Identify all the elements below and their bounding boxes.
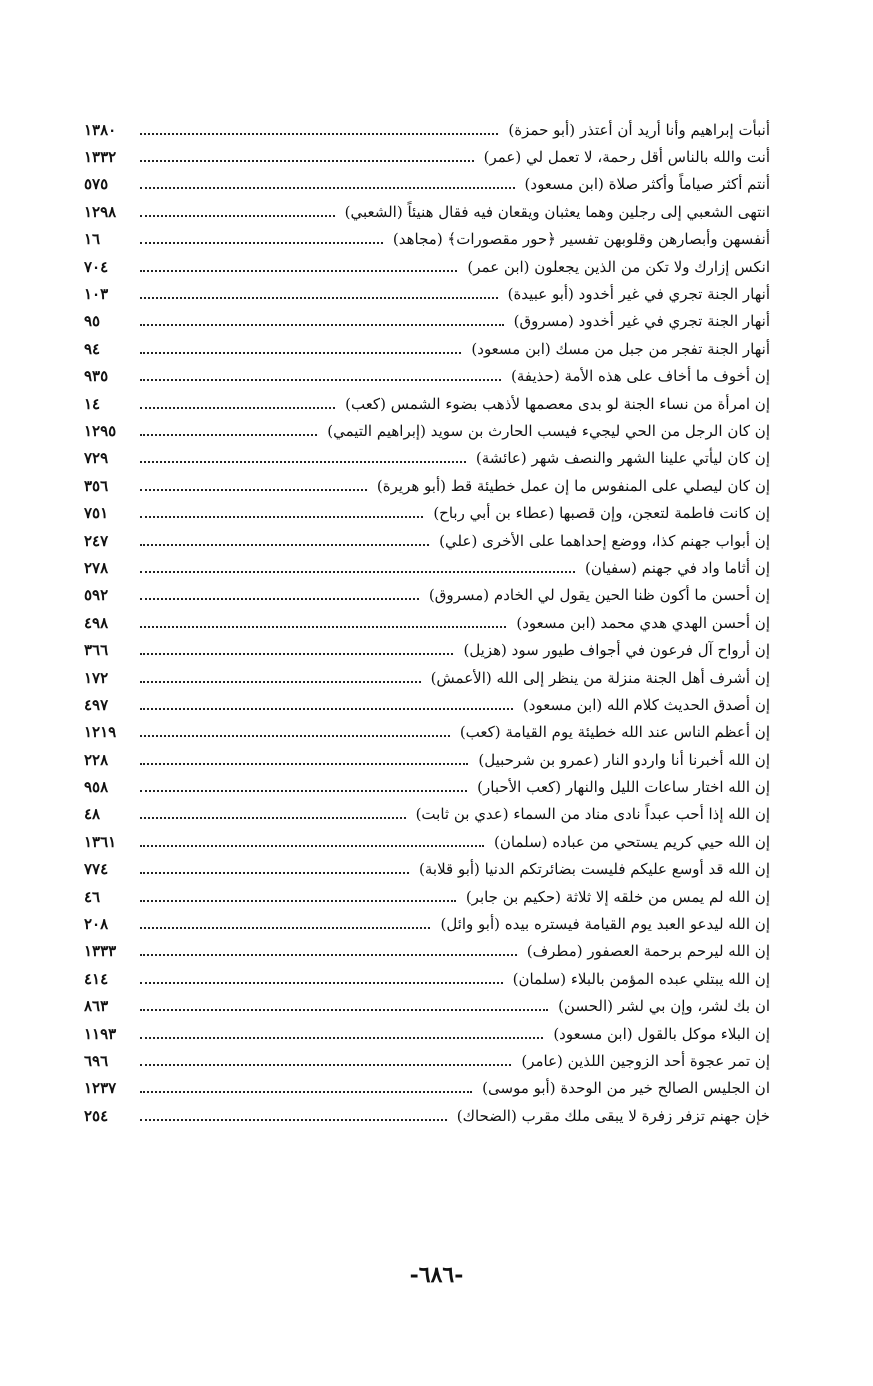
entry-text: إن أحسن الهدي هدي محمد (ابن مسعود)	[516, 613, 770, 632]
entry-text: إن أرواح آل فرعون في أجواف طيور سود (هزيل)	[463, 641, 770, 660]
entry-page-number: ١٠٣	[84, 285, 109, 304]
index-entry	[84, 335, 770, 362]
index-entry	[84, 1020, 770, 1047]
entry-text: إن كان ليصلي على المنفوس ما إن عمل خطيئة قط (أبو هريرة)	[376, 476, 770, 495]
entry-page-number: ١٣٨٠	[84, 120, 117, 139]
entry-page-number: ٨٦٣	[84, 997, 109, 1016]
index-entry	[84, 993, 770, 1020]
index-entry	[84, 636, 770, 663]
entry-page-number: ٤١٤	[84, 969, 109, 988]
entry-text: إن كانت فاطمة لتعجن، وإن قصبها (عطاء بن أبي رباح)	[433, 504, 770, 523]
dot-leader	[140, 544, 429, 546]
index-entry	[84, 280, 770, 307]
entry-page-number: ١٦	[84, 230, 101, 249]
dot-leader	[140, 489, 367, 491]
index-entry	[84, 609, 770, 636]
entry-page-number: ٢٤٧	[84, 531, 109, 550]
entry-page-number: ٧٢٩	[84, 449, 109, 468]
entry-page-number: ٧٠٤	[84, 257, 109, 276]
entry-text: أنتم أكثر صياماً وأكثر صلاة (ابن مسعود)	[524, 175, 770, 194]
entry-text: انتهى الشعبي إلى رجلين وهما يعثبان ويقعان فيه فقال هنيئاً (الشعبي)	[344, 202, 770, 221]
entry-text: ان بك لشر، وإن بي لشر (الحسن)	[558, 997, 770, 1016]
entry-page-number: ١٤	[84, 394, 101, 413]
entry-text: إن الله ليرحم برحمة العصفور (مطرف)	[526, 942, 770, 961]
index-entry	[84, 883, 770, 910]
entry-page-number: ٢٥٤	[84, 1106, 109, 1125]
index-entry	[84, 253, 770, 280]
dot-leader	[140, 434, 317, 436]
dot-leader	[140, 407, 335, 409]
entry-text: أنفسهن وأبصارهن وقلوبهن تفسير ﴿حور مقصورات﴾ (مجاهد)	[392, 230, 770, 249]
index-entry	[84, 445, 770, 472]
entry-page-number: ٢٠٨	[84, 915, 109, 934]
dot-leader	[140, 708, 513, 710]
page-number: -٦٨٦-	[409, 1262, 464, 1288]
dot-leader	[140, 571, 575, 573]
entry-page-number: ٩٤	[84, 339, 101, 358]
index-entry	[84, 938, 770, 965]
dot-leader	[140, 1037, 543, 1039]
entry-page-number: ٤٩٧	[84, 695, 109, 714]
dot-leader	[140, 872, 409, 874]
entry-page-number: ١٧٢	[84, 668, 109, 687]
dot-leader	[140, 1091, 472, 1093]
dot-leader	[140, 598, 419, 600]
entry-page-number: ١٢٩٥	[84, 421, 117, 440]
entry-text: إن أخوف ما أخاف على هذه الأمة (حذيفة)	[511, 367, 770, 386]
index-entry	[84, 691, 770, 718]
entry-text: إن الله حيي كريم يستحي من عباده (سلمان)	[494, 832, 770, 851]
entry-text: إن امرأة من نساء الجنة لو بدى معصمها لأذهب بضوء الشمس (كعب)	[345, 394, 770, 413]
entry-page-number: ١٣٣٢	[84, 148, 117, 167]
entry-page-number: ٤٩٨	[84, 613, 109, 632]
entry-page-number: ١٢٩٨	[84, 202, 117, 221]
index-list	[84, 116, 770, 1129]
index-entry	[84, 965, 770, 992]
index-entry	[84, 527, 770, 554]
index-entry	[84, 116, 770, 143]
entry-text: إن الله اختار ساعات الليل والنهار (كعب الأحبار)	[477, 778, 770, 797]
dot-leader	[140, 1064, 511, 1066]
index-entry	[84, 226, 770, 253]
index-entry	[84, 1102, 770, 1129]
entry-text: إن الله إذا أحب عبداً نادى مناد من السماء (عدي بن ثابت)	[415, 805, 770, 824]
dot-leader	[140, 790, 467, 792]
entry-page-number: ٩٣٥	[84, 367, 109, 386]
dot-leader	[140, 681, 421, 683]
dot-leader	[140, 461, 466, 463]
dot-leader	[140, 1009, 548, 1011]
entry-page-number: ٤٨	[84, 805, 101, 824]
dot-leader	[140, 954, 517, 956]
entry-text: إن أصدق الحديث كلام الله (ابن مسعود)	[522, 695, 770, 714]
index-entry	[84, 1047, 770, 1074]
dot-leader	[140, 242, 383, 244]
dot-leader	[140, 133, 498, 135]
entry-page-number: ١٣٣٣	[84, 942, 117, 961]
dot-leader	[140, 927, 430, 929]
dot-leader	[140, 1119, 447, 1121]
entry-page-number: ١١٩٣	[84, 1024, 117, 1043]
dot-leader	[140, 379, 501, 381]
entry-page-number: ٧٥١	[84, 504, 109, 523]
index-entry	[84, 828, 770, 855]
entry-text: إن أشرف أهل الجنة منزلة من ينظر إلى الله (الأعمش)	[430, 668, 770, 687]
index-entry	[84, 499, 770, 526]
dot-leader	[140, 270, 457, 272]
entry-text: إن أعظم الناس عند الله خطيئة يوم القيامة (كعب)	[459, 723, 770, 742]
dot-leader	[140, 900, 456, 902]
index-entry	[84, 1075, 770, 1102]
dot-leader	[140, 626, 506, 628]
index-entry	[84, 582, 770, 609]
entry-text: أنت والله بالناس أقل رحمة، لا تعمل لي (عمر)	[483, 148, 770, 167]
dot-leader	[140, 516, 423, 518]
entry-text: انكس إزارك ولا تكن من الذين يجعلون (ابن عمر)	[467, 257, 770, 276]
entry-text: إن كان ليأتي علينا الشهر والنصف شهر (عائشة)	[475, 449, 770, 468]
entry-text: أنهار الجنة تجري في غير أخدود (أبو عبيدة)	[507, 285, 770, 304]
dot-leader	[140, 324, 504, 326]
entry-text: إن الله ليدعو العبد يوم القيامة فيستره بيده (أبو وائل)	[440, 915, 770, 934]
index-entry	[84, 198, 770, 225]
entry-text: ان الجليس الصالح خير من الوحدة (أبو موسى)	[482, 1079, 770, 1098]
entry-text: إن أثاما واد في جهنم (سفيان)	[585, 558, 770, 577]
entry-page-number: ١٢٣٧	[84, 1079, 117, 1098]
entry-text: خإن جهنم تزفر زفرة لا يبقى ملك مقرب (الضحاك)	[456, 1106, 770, 1125]
dot-leader	[140, 735, 450, 737]
entry-page-number: ٦٩٦	[84, 1051, 109, 1070]
index-entry	[84, 773, 770, 800]
index-entry	[84, 554, 770, 581]
index-entry	[84, 171, 770, 198]
dot-leader	[140, 215, 335, 217]
entry-text: إن أحسن ما أكون ظنا الحين يقول لي الخادم (مسروق)	[428, 586, 770, 605]
dot-leader	[140, 187, 515, 189]
dot-leader	[140, 160, 474, 162]
entry-text: أنبأت إبراهيم وأنا أريد أن أعتذر (أبو حمزة)	[508, 120, 770, 139]
index-entry	[84, 719, 770, 746]
entry-text: إن كان الرجل من الحي ليجيء فيسب الحارث بن سويد (إبراهيم التيمي)	[327, 421, 770, 440]
dot-leader	[140, 653, 453, 655]
dot-leader	[140, 763, 468, 765]
dot-leader	[140, 352, 461, 354]
entry-page-number: ٢٢٨	[84, 750, 109, 769]
index-entry	[84, 143, 770, 170]
entry-text: إن البلاء موكل بالقول (ابن مسعود)	[553, 1024, 770, 1043]
entry-page-number: ٤٦	[84, 887, 101, 906]
entry-page-number: ٣٦٦	[84, 641, 109, 660]
dot-leader	[140, 297, 498, 299]
entry-text: أنهار الجنة تفجر من جبل من مسك (ابن مسعود)	[471, 339, 770, 358]
index-entry	[84, 417, 770, 444]
entry-text: إن أبواب جهنم كذا، ووضع إحداهما على الأخرى (علي)	[439, 531, 770, 550]
entry-text: إن الله لم يمس من خلقه إلا ثلاثة (حكيم بن جابر)	[465, 887, 770, 906]
entry-page-number: ٥٩٢	[84, 586, 109, 605]
entry-text: إن الله أخبرنا أنا واردو النار (عمرو بن شرحبيل)	[478, 750, 770, 769]
entry-page-number: ١٢١٩	[84, 723, 117, 742]
entry-page-number: ٥٧٥	[84, 175, 109, 194]
entry-page-number: ٢٧٨	[84, 558, 109, 577]
entry-page-number: ٩٥	[84, 312, 101, 331]
index-entry	[84, 363, 770, 390]
index-entry	[84, 308, 770, 335]
index-entry	[84, 390, 770, 417]
entry-page-number: ٩٥٨	[84, 778, 109, 797]
index-entry	[84, 472, 770, 499]
dot-leader	[140, 982, 503, 984]
entry-page-number: ١٣٦١	[84, 832, 117, 851]
index-entry	[84, 856, 770, 883]
entry-page-number: ٧٧٤	[84, 860, 109, 879]
entry-text: إن الله يبتلي عبده المؤمن بالبلاء (سلمان)	[512, 969, 770, 988]
index-entry	[84, 910, 770, 937]
index-entry	[84, 664, 770, 691]
entry-page-number: ٣٥٦	[84, 476, 109, 495]
index-entry	[84, 746, 770, 773]
dot-leader	[140, 817, 406, 819]
entry-text: إن تمر عجوة أحد الزوجين اللذين (عامر)	[521, 1051, 770, 1070]
entry-text: أنهار الجنة تجري في غير أخدود (مسروق)	[513, 312, 770, 331]
dot-leader	[140, 845, 484, 847]
entry-text: إن الله قد أوسع عليكم فليست بضائرتكم الدنيا (أبو قلابة)	[419, 860, 770, 879]
index-entry	[84, 801, 770, 828]
